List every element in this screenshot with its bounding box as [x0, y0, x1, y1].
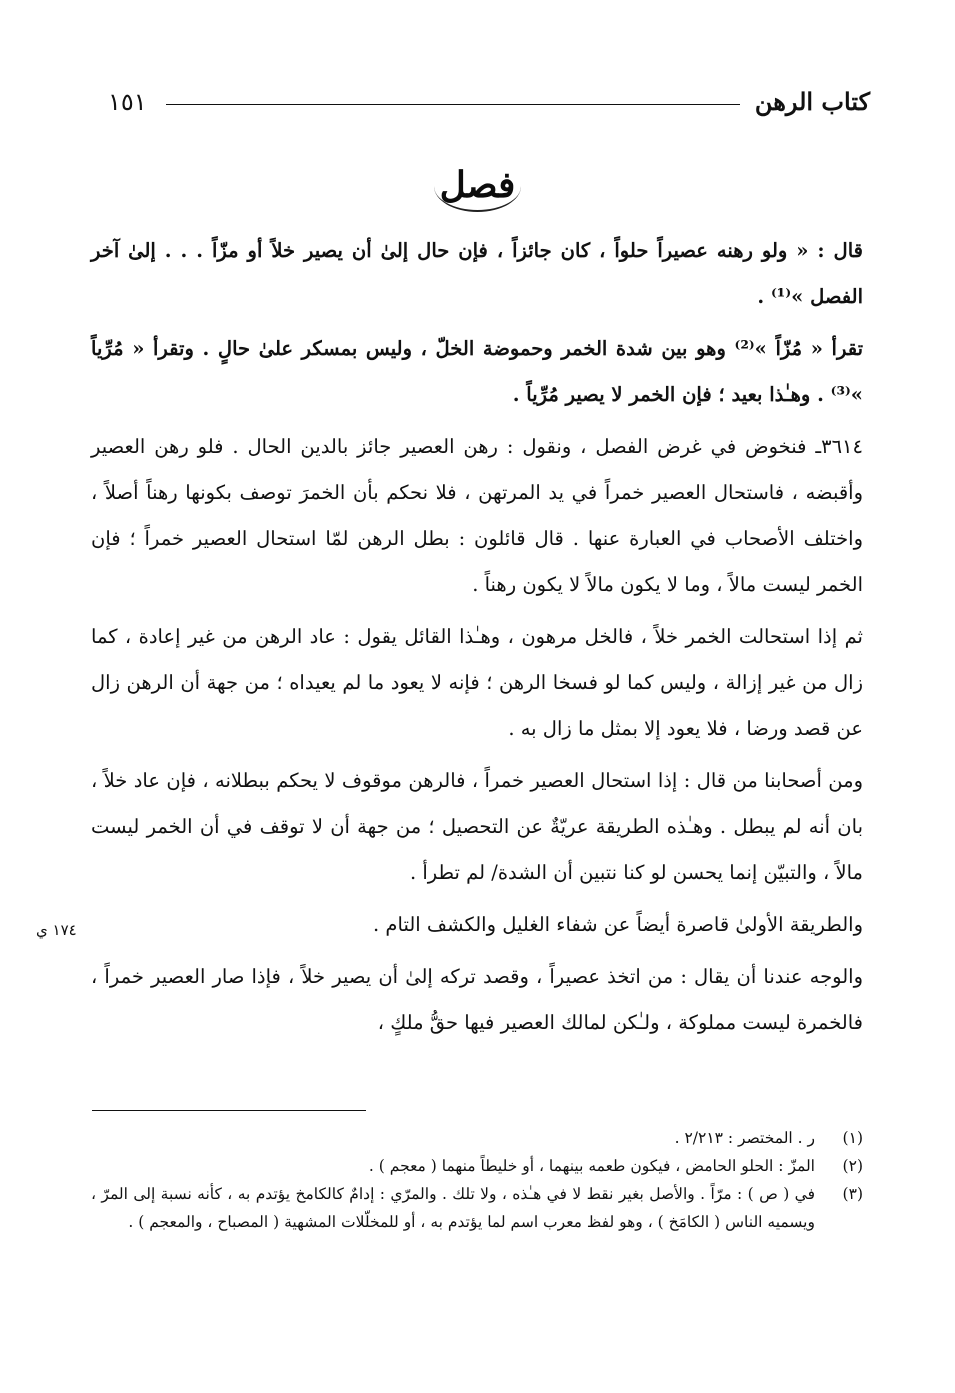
paragraph-khall: ثم إذا استحالت الخمر خلاً ، فالخل مرهون ، وهـٰذا القائل يقول : عاد الرهن من غير إعادة ، كما زال من غير إزالة ، وليس كما لو فسخا الرهن ؛ فإنه لا يعود ما لم يعيداه ؛ من جهة أن الرهن زال عن قصد ورضا ، فلا يعود إلا بمثل ما زال به . — [91, 625, 863, 740]
page-number: ١٥١ — [108, 88, 147, 116]
page-header — [108, 84, 870, 124]
paragraph-3614: ٣٦١٤ـ فنخوض في غرض الفصل ، ونقول : رهن العصير جائز بالدين الحال . فلو رهن العصير وأقبضه ، فاستحال العصير خمراً في يد المرتهن ، فلا نحكم بأن الخمرَ توصف بكونها رهناً أصلاً ، واختلف الأصحاب في العبارة عنها . قال قائلون : بطل الرهن لمّا استحال العصير خمراً ؛ فإن الخمر ليست مالاً ، وما لا يكون مالاً لا يكون رهناً . — [91, 435, 863, 596]
running-title: كتاب الرهن — [754, 87, 870, 116]
paragraph-mawquf: ومن أصحابنا من قال : إذا استحال العصير خمراً ، فالرهن موقوف لا يحكم ببطلانه ، فإن عاد خلاً ، بان أنه لم يبطل . وهـٰذه الطريقة عريّةٌ عن التحصيل ؛ من جهة أن لا توقف في أن الخمر ليست مالاً ، والتبيّن إنما يحسن لو كنا نتبين أن الشدة/ لم تطرأ . — [91, 769, 863, 884]
footnote-number: (٢) — [842, 1157, 863, 1175]
footnote — [91, 1180, 863, 1236]
footnote-number: (٣) — [842, 1185, 863, 1203]
manuscript-margin-note: ١٧٤ ي — [36, 921, 77, 939]
header-rule — [166, 104, 740, 105]
footnote-text: المزّ : الحلو الحامض ، فيكون طعمه بينهما ، أو خليطاً منهما ( معجم ) . — [368, 1157, 815, 1175]
section-heading — [0, 160, 955, 212]
footnotes — [91, 1124, 863, 1236]
footnote-text: في ( ص ) : مرّاً . والأصل بغير نقط لا في هـٰذه ، ولا تلك . والمرّي : إدامٌ كالكامخ يؤتدم به ، كأنه نسبة إلى المرّ ، ويسميه الناس ( الكامَخ ) ، وهو لفظ معرب اسم لما يؤتدم به ، أو للمخلّلات المشهية ( المصباح ، والمعجم ) . — [91, 1185, 815, 1231]
footnote-number: (١) — [842, 1129, 863, 1147]
footnote — [91, 1124, 863, 1152]
paragraph-wajh: والوجه عندنا أن يقال : من اتخذ عصيراً ، وقصد تركه إلىٰ أن يصير خلاً ، فإذا صار العصير خمراً ، فالخمرة ليست مملوكة ، ولـٰكن لمالك العصير فيها حقُّ ملكٍ ، — [91, 965, 863, 1034]
footnote-rule — [92, 1110, 366, 1111]
paragraph-tariqa-ula: والطريقة الأولىٰ قاصرة أيضاً عن شفاء الغليل والكشف التام . — [373, 913, 863, 936]
paragraph-quote: قال : « ولو رهنه عصيراً حلواً ، كان جائزاً ، فإن حال إلىٰ أن يصير خلاً أو مزّاً . . . إلىٰ آخر الفصل »⁽¹⁾ . — [91, 239, 863, 308]
footnote-text: ر . المختصر : ٢/٢١٣ . — [674, 1129, 815, 1147]
main-text — [91, 228, 863, 1052]
footnote — [91, 1152, 863, 1180]
paragraph-reading-note: تقرأ « مُزّاً »⁽²⁾ وهو بين شدة الخمر وحموضة الخلّ ، وليس بمسكر علىٰ حالٍ . وتقرأ « مُرِّياً »⁽³⁾ . وهـٰذا بعيد ؛ فإن الخمر لا يصير مُرِّياً . — [91, 337, 863, 406]
section-heading-ornament: فصل — [434, 160, 522, 212]
